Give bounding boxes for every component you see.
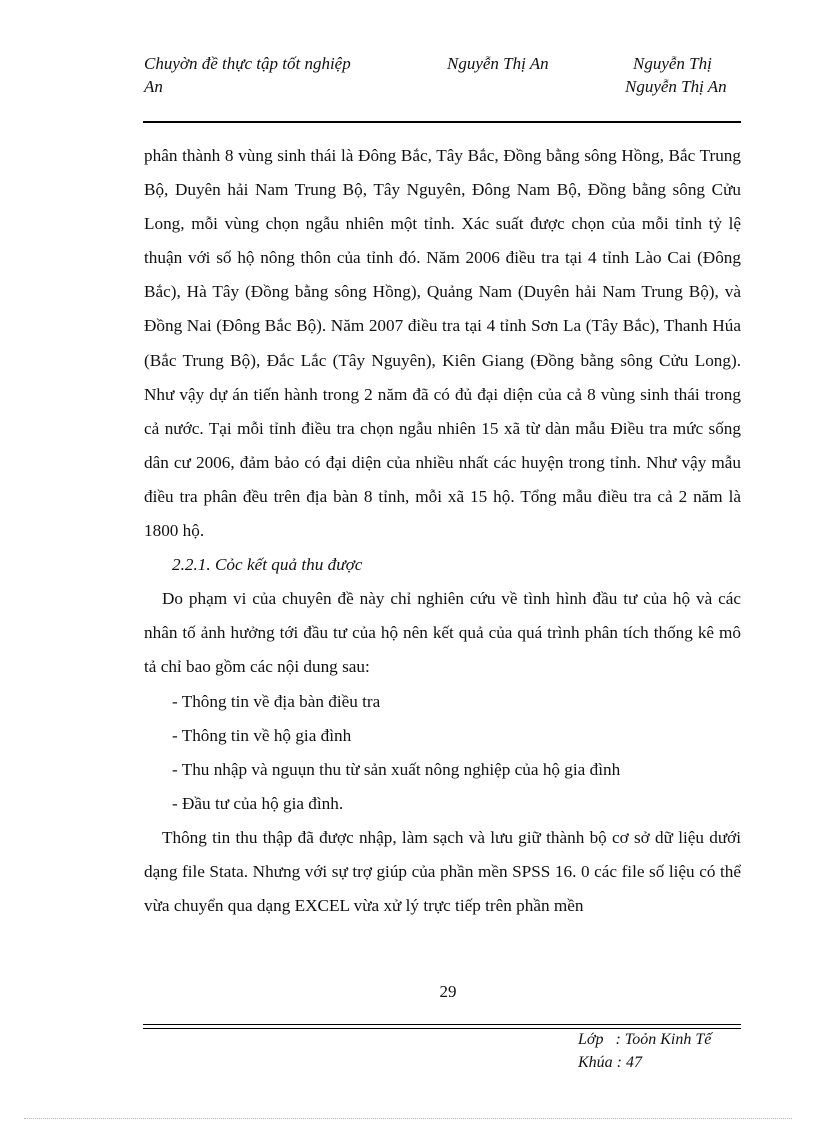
bullet-item: - Đầu tư của hộ gia đình.	[172, 793, 344, 813]
footer-rule-top	[143, 1024, 741, 1025]
page-body	[144, 139, 741, 923]
bullet-item: - Thông tin về địa bàn điều tra	[172, 691, 381, 711]
body-paragraph: Do phạm vi của chuyên đề này chỉ nghiên cứu về tình hình đầu tư của hộ và các nhân tố ảnh hưởng tới đầu tư của hộ nên kết quả của quá trình phân tích thống kê mô tả chỉ bao gồm các nội dung sau:	[144, 589, 741, 677]
bullet-item: - Thông tin về hộ gia đình	[172, 725, 352, 745]
header-left-line2: An	[144, 77, 163, 96]
header-right-line1: Nguyễn Thị	[633, 54, 712, 73]
footer-course-label: Khúa : 47	[578, 1054, 642, 1071]
footer-class-label: Lớp : Toỏn Kinh Tế	[578, 1031, 712, 1048]
header-right-line2: Nguyễn Thị An	[625, 77, 727, 96]
section-subheading: 2.2.1. Cỏc kết quả thu được	[172, 555, 363, 575]
header-center-name: Nguyễn Thị An	[447, 54, 549, 73]
page-edge-divider	[24, 1118, 792, 1119]
header-rule	[143, 121, 741, 123]
body-paragraph: phân thành 8 vùng sinh thái là Đông Bắc, Tây Bắc, Đồng bằng sông Hồng, Bắc Trung Bộ, Duyên hải Nam Trung Bộ, Tây Nguyên, Đông Nam Bộ, Đồng bằng sông Cửu Long, mỗi vùng chọn ngẫu nhiên một tỉnh. Xác suất được chọn của mỗi tỉnh tỷ lệ thuận với số hộ nông thôn của tỉnh đó. Năm 2006 điều tra tại 4 tỉnh Lào Cai (Đông Bắc), Hà Tây (Đồng bằng sông Hồng), Quảng Nam (Duyên hải Nam Trung Bộ), và Đồng Nai (Đông Bắc Bộ). Năm 2007 điều tra tại 4 tỉnh Sơn La (Tây Bắc), Thanh Húa (Bắc Trung Bộ), Đắc Lắc (Tây Nguyên), Kiên Giang (Đồng bằng sông Cửu Long). Như vậy dự án tiến hành trong 2 năm đã có đủ đại diện của cả 8 vùng sinh thái trong cả nước. Tại mỗi tỉnh điều tra chọn ngẫu nhiên 15 xã từ dàn mẫu Điều tra mức sống dân cư 2006, đảm bảo có đại diện của nhiều nhất các huyện trong tỉnh. Như vậy mẫu điều tra phân đều trên địa bàn 8 tỉnh, mỗi xã 15 hộ. Tổng mẫu điều tra cả 2 năm là 1800 hộ.	[144, 146, 741, 541]
bullet-item: - Thu nhập và nguụn thu từ sản xuất nông nghiệp của hộ gia đình	[172, 759, 621, 779]
body-paragraph: Thông tin thu thập đã được nhập, làm sạch và lưu giữ thành bộ cơ sở dữ liệu dưới dạng file Stata. Nhưng với sự trợ giúp của phần mền SPSS 16. 0 các file số liệu có thể vừa chuyển qua dạng EXCEL vừa xử lý trực tiếp trên phần mền	[144, 827, 741, 916]
header-left-line1: Chuyờn đề thực tập tốt nghiệp	[144, 54, 351, 73]
page-number: 29	[439, 982, 457, 1001]
